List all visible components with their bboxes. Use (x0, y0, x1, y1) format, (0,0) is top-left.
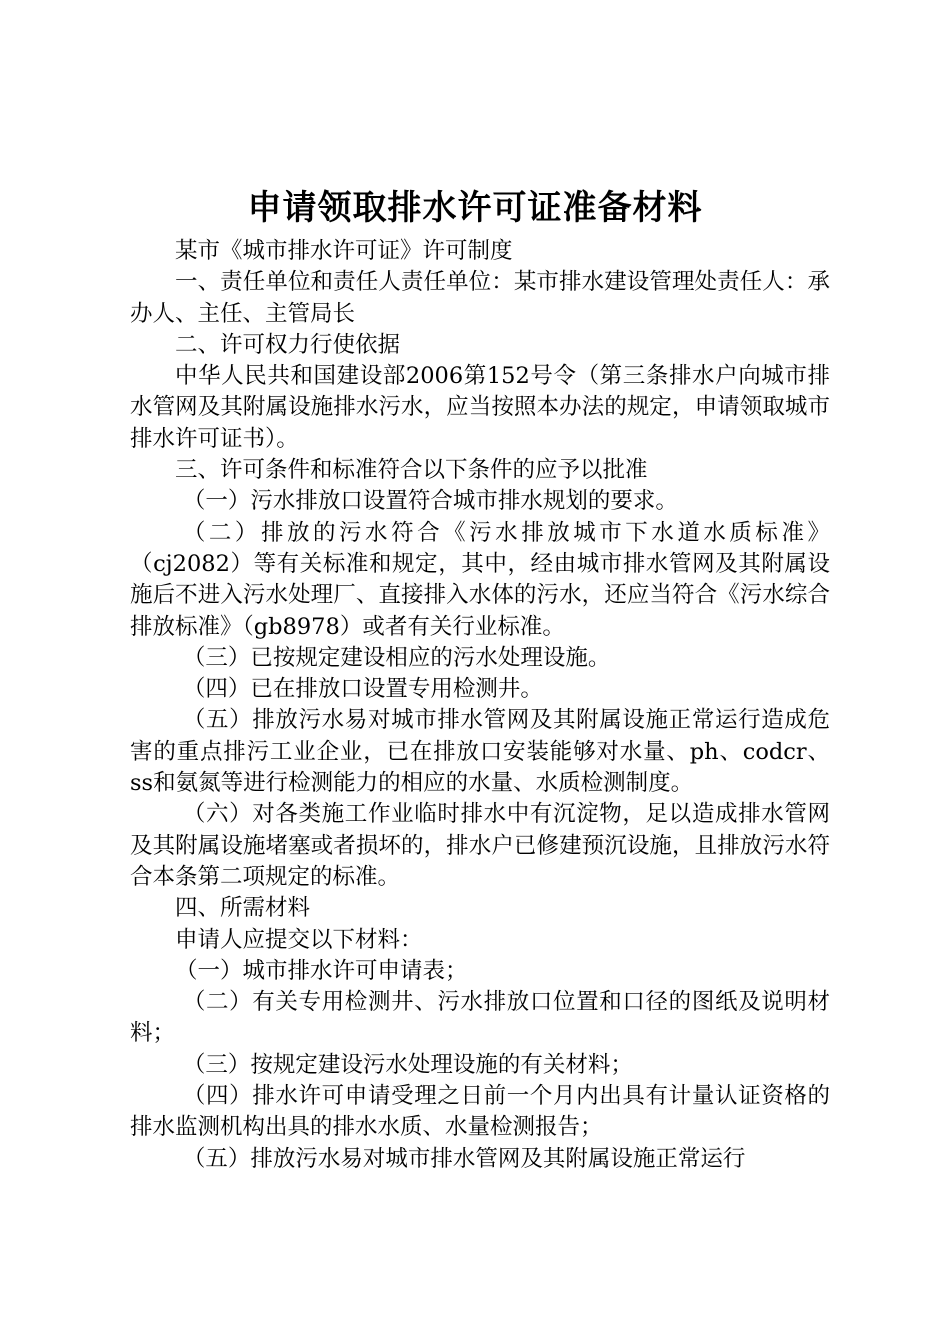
paragraph-materials-intro: 申请人应提交以下材料： (175, 926, 423, 953)
document-title: 申请领取排水许可证准备材料 (247, 188, 703, 228)
paragraph-condition-3: （三）已按规定建设相应的污水处理设施。 (182, 644, 611, 671)
paragraph-material-1: （一）城市排水许可申请表； (175, 957, 468, 984)
document-body (130, 236, 830, 1175)
paragraph-material-4: （四）排水许可申请受理之日前一个月内出具有计量认证资格的排水监测机构出具的排水水质、水量检测报告； (130, 1083, 830, 1141)
paragraph-material-2: （二）有关专用检测井、污水排放口位置和口径的图纸及说明材料； (130, 989, 830, 1047)
paragraph-material-3: （三）按规定建设污水处理设施的有关材料； (182, 1051, 633, 1078)
paragraph-legal-basis: 中华人民共和国建设部2006第152号令（第三条排水户向城市排水管网及其附属设施排水污水，应当按照本办法的规定，申请领取城市排水许可证书）。 (130, 363, 830, 452)
paragraph-condition-2: （二）排放的污水符合《污水排放城市下水道水质标准》（cj2082）等有关标准和规定，其中，经由城市排水管网及其附属设施后不进入污水处理厂、直接排入水体的污水，还应当符合《污水综合排放标准》（gb8978）或者有关行业标准。 (130, 519, 830, 640)
paragraph-condition-6: （六）对各类施工作业临时排水中有沉淀物，足以造成排水管网及其附属设施堵塞或者损坏的，排水户已修建预沉设施，且排放污水符合本条第二项规定的标准。 (130, 801, 830, 890)
paragraph-condition-1: （一）污水排放口设置符合城市排水规划的要求。 (182, 488, 678, 515)
paragraph-conditions-heading: 三、许可条件和标准符合以下条件的应予以批准 (175, 457, 648, 484)
paragraph-condition-4: （四）已在排放口设置专用检测井。 (182, 676, 543, 703)
paragraph-material-5: （五）排放污水易对城市排水管网及其附属设施正常运行 (182, 1145, 746, 1172)
paragraph-legal-basis-heading: 二、许可权力行使依据 (175, 331, 401, 358)
paragraph-system-name: 某市《城市排水许可证》许可制度 (175, 238, 513, 264)
paragraph-condition-5: （五）排放污水易对城市排水管网及其附属设施正常运行造成危害的重点排污工业企业，已在排放口安装能够对水量、ph、codcr、ss和氨氮等进行检测能力的相应的水量、水质检测制度。 (130, 707, 830, 797)
paragraph-materials-heading: 四、所需材料 (175, 895, 311, 922)
paragraph-responsible-unit: 一、责任单位和责任人责任单位：某市排水建设管理处责任人：承办人、主任、主管局长 (130, 269, 830, 327)
